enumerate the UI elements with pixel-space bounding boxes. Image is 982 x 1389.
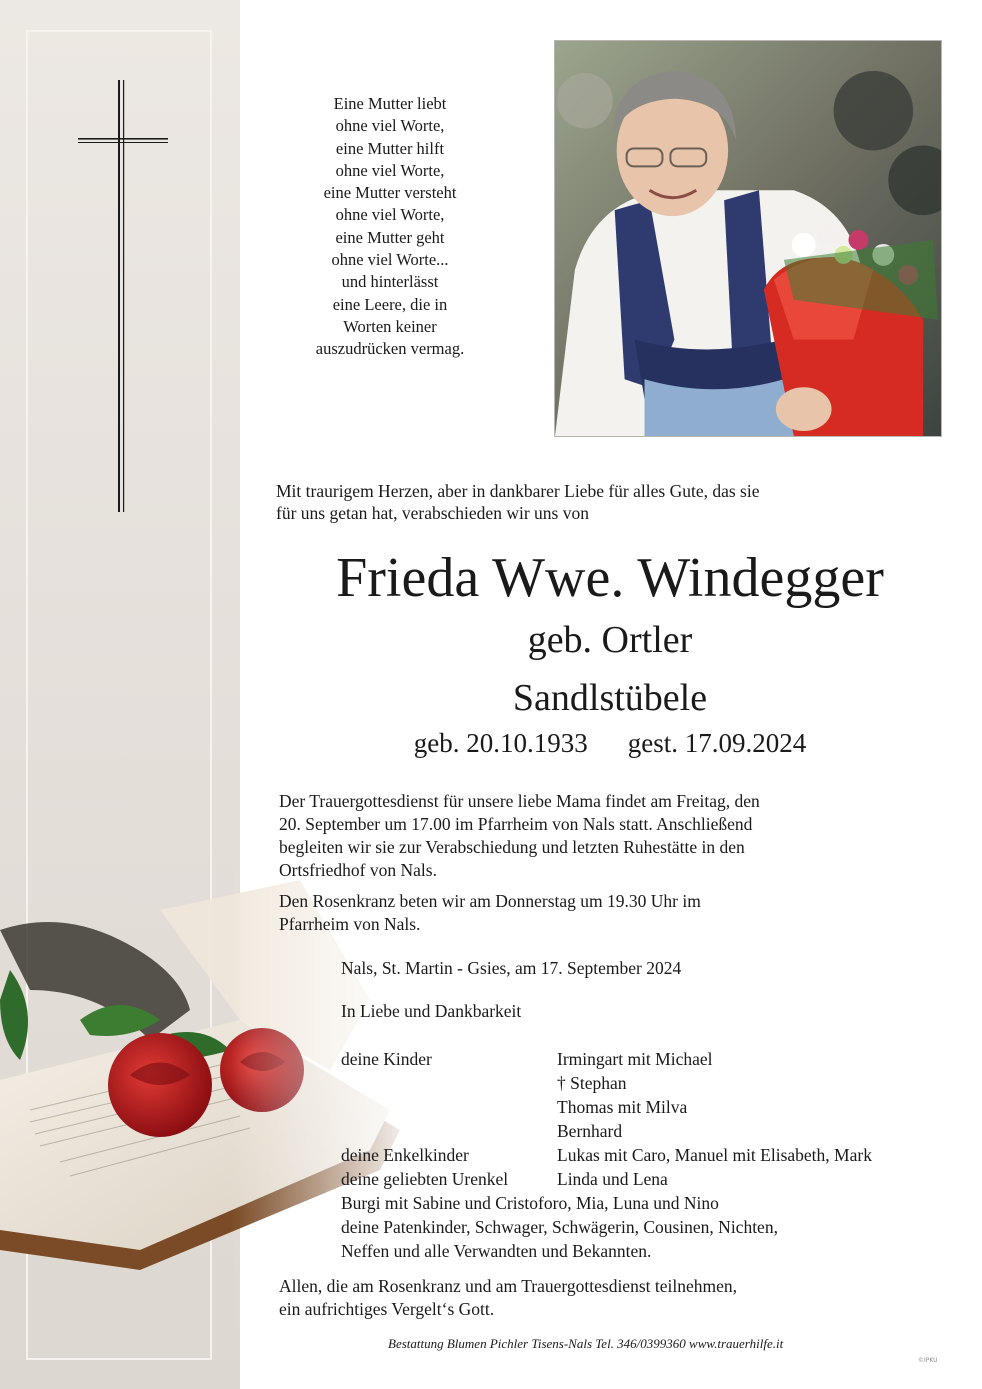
child-name: † Stephan [557, 1073, 627, 1093]
poem-line: ohne viel Worte, [335, 205, 445, 225]
service-line: begleiten wir sie zur Verabschiedung und letzten Ruhestätte in den [279, 837, 745, 857]
maiden-name: geb. Ortler [527, 619, 693, 661]
grandchildren-label: deine Enkelkinder [341, 1145, 469, 1165]
poem [270, 93, 510, 361]
poem-line: eine Mutter geht [335, 227, 445, 247]
poem-line: und hinterlässt [341, 272, 439, 292]
poem-line: Worten keiner [343, 316, 437, 336]
thanks-line: Allen, die am Rosenkranz und am Trauergottesdienst teilnehmen, [279, 1276, 737, 1296]
portrait-photo [554, 40, 942, 437]
extra-mourners-line: Neffen und alle Verwandten und Bekannten. [341, 1241, 652, 1261]
rosary-announcement [279, 890, 919, 936]
grandchildren-names: Lukas mit Caro, Manuel mit Elisabeth, Mark [557, 1145, 872, 1165]
love-line: In Liebe und Dankbarkeit [341, 1001, 522, 1021]
poem-line: auszudrücken vermag. [315, 339, 465, 359]
children-label: deine Kinder [341, 1049, 432, 1069]
poem-line: ohne viel Worte... [331, 250, 449, 270]
deceased-name: Frieda Wwe. Windegger [336, 547, 884, 609]
poem-line: ohne viel Worte, [335, 116, 445, 136]
funeral-home-footer: Bestattung Blumen Pichler Tisens-Nals Tel. 346/0399360 www.trauerhilfe.it [388, 1336, 784, 1351]
service-announcement [279, 790, 919, 882]
poem-line: eine Leere, die in [332, 294, 448, 314]
cross-icon [78, 80, 168, 512]
rosary-line: Den Rosenkranz beten wir am Donnerstag um 19.30 Uhr im [279, 891, 701, 911]
great-grandchildren-label: deine geliebten Urenkel [341, 1169, 509, 1189]
house-name: Sandlstübele [512, 677, 708, 719]
poem-line: eine Mutter hilft [335, 138, 445, 158]
service-line: 20. September um 17.00 im Pfarrheim von Nals statt. Anschließend [279, 814, 753, 834]
service-line: Der Trauergottesdienst für unsere liebe Mama findet am Freitag, den [279, 791, 760, 811]
great-grandchildren-names: Linda und Lena [557, 1169, 668, 1189]
death-date: gest. 17.09.2024 [627, 728, 807, 758]
rosary-line: Pfarrheim von Nals. [279, 914, 421, 934]
poem-line: ohne viel Worte, [335, 160, 445, 180]
extra-mourners-line: deine Patenkinder, Schwager, Schwägerin, Cousinen, Nichten, [341, 1217, 778, 1237]
poem-line: Eine Mutter liebt [333, 94, 447, 113]
corner-mark: ©IPKU [918, 1357, 938, 1364]
extra-mourners-line: Burgi mit Sabine und Cristoforo, Mia, Luna und Nino [341, 1193, 719, 1213]
thanks-line: ein aufrichtiges Vergelt‘s Gott. [279, 1299, 495, 1319]
thanks-text [279, 1275, 737, 1321]
place-date: Nals, St. Martin - Gsies, am 17. September 2024 [341, 958, 682, 978]
service-line: Ortsfriedhof von Nals. [279, 860, 437, 880]
intro-line: für uns getan hat, verabschieden wir uns von [276, 503, 589, 523]
birth-date: geb. 20.10.1933 [413, 728, 588, 758]
intro-text [276, 480, 916, 524]
intro-line: Mit traurigem Herzen, aber in dankbarer Liebe für alles Gute, das sie [276, 481, 760, 501]
life-dates [260, 725, 960, 761]
child-name: Bernhard [557, 1121, 623, 1141]
poem-line: eine Mutter versteht [323, 183, 457, 203]
child-name: Thomas mit Milva [557, 1097, 688, 1117]
child-name: Irmingart mit Michael [557, 1049, 713, 1069]
